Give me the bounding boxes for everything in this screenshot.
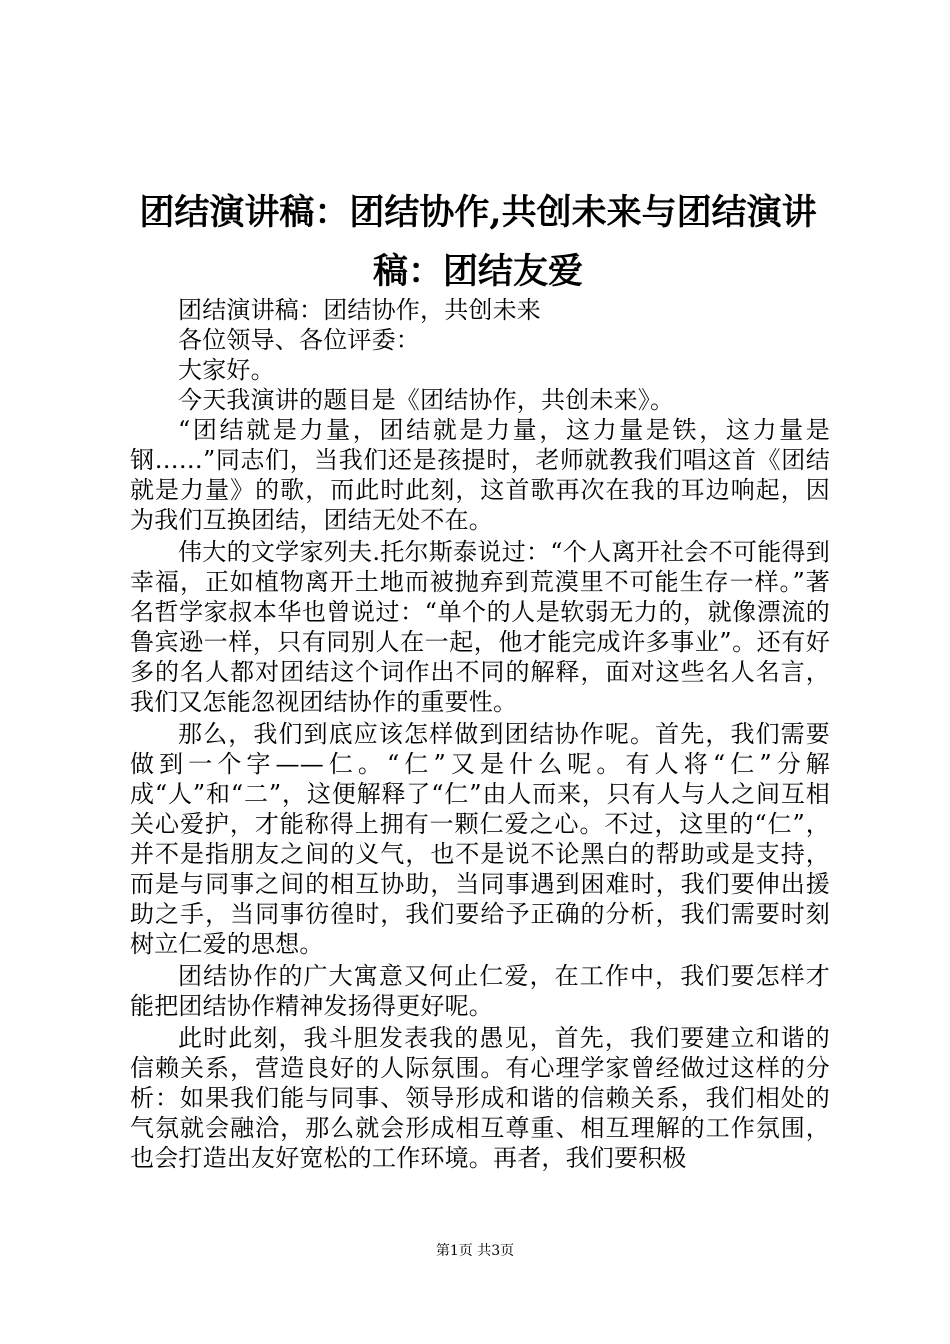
document-title: 团结演讲稿：团结协作,共创未来与团结演讲稿：团结友爱	[139, 192, 817, 292]
paragraph-ren: 那么，我们到底应该怎样做到团结协作呢。首先，我们需要做到一个字——仁。“仁”又是什么呢。有人将“仁”分解成“人”和“二”，这便解释了“仁”由人而来，只有人与人之间互相关心爱护，才能称得上拥有一颗仁爱之心。不过，这里的“仁”，并不是指朋友之间的义气，也不是说不论黑白的帮助或是支持，而是与同事之间的相互协助，当同事遇到困难时，我们要伸出援助之手，当同事彷徨时，我们要给予正确的分析，我们需要时刻树立仁爱的思想。	[130, 720, 830, 958]
paragraph-salutation: 各位领导、各位评委：	[178, 326, 420, 354]
paragraph-song: “团结就是力量，团结就是力量，这力量是铁，这力量是钢……”同志们，当我们还是孩提时，老师就教我们唱这首《团结就是力量》的歌，而此时此刻，这首歌再次在我的耳边响起，因为我们互换团结，团结无处不在。	[130, 416, 830, 534]
paragraph-spirit: 团结协作的广大寓意又何止仁爱，在工作中，我们要怎样才能把团结协作精神发扬得更好呢。	[130, 962, 830, 1020]
paragraph-subtitle: 团结演讲稿：团结协作，共创未来	[178, 296, 541, 324]
paragraph-quotes: 伟大的文学家列夫.托尔斯泰说过：“个人离开社会不可能得到幸福，正如植物离开土地而被抛弃到荒漠里不可能生存一样。”著名哲学家叔本华也曾说过：“单个的人是软弱无力的，就像漂流的鲁宾逊一样，只有同别人在一起，他才能完成许多事业”。还有好多的名人都对团结这个词作出不同的解释，面对这些名人名言，我们又怎能忽视团结协作的重要性。	[130, 538, 830, 716]
paragraph-greeting: 大家好。	[178, 356, 275, 384]
page-number-footer: 第1页 共3页	[435, 1243, 515, 1259]
paragraph-trust: 此时此刻，我斗胆发表我的愚见，首先，我们要建立和谐的信赖关系，营造良好的人际氛围。有心理学家曾经做过这样的分析：如果我们能与同事、领导形成和谐的信赖关系，我们相处的气氛就会融洽，那么就会形成相互尊重、相互理解的工作氛围，也会打造出友好宽松的工作环境。再者，我们要积极	[130, 1024, 830, 1172]
document-body	[130, 295, 830, 1173]
paragraph-topic: 今天我演讲的题目是《团结协作，共创未来》。	[178, 386, 675, 414]
